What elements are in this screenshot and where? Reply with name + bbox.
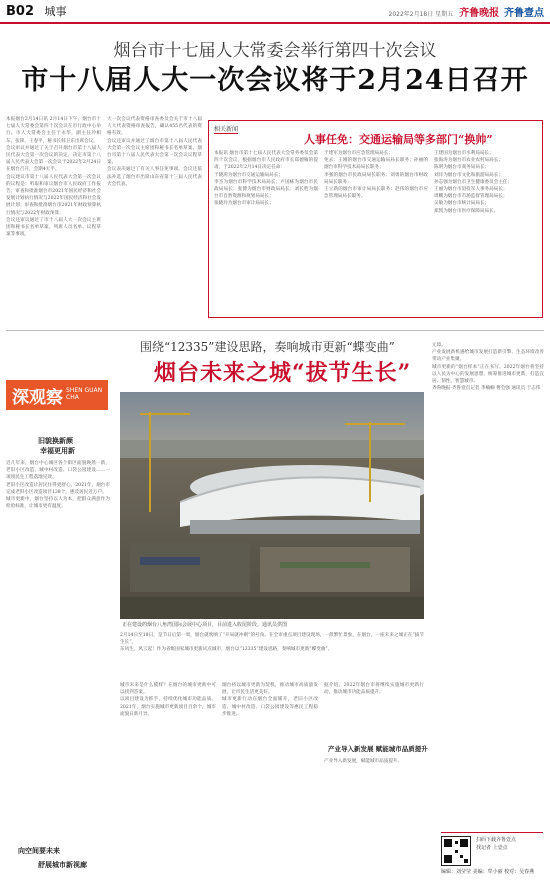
footer-credits: 编辑：刘莹莹 美编：牟小丽 校对：吴春燕: [441, 869, 535, 875]
app-logo: 齐鲁壹点: [504, 8, 544, 19]
related-news-title: 人事任免：交通运输局等多部门“换帅”: [304, 133, 493, 146]
header-rule: [0, 22, 550, 24]
section-name: 城事: [44, 5, 67, 18]
footer-contact-text: 找记者 上壹点: [476, 845, 508, 851]
sidebar-end-title-1: 向空间要未来: [18, 846, 60, 855]
sidebar-title-2: 幸福更用新: [40, 446, 75, 455]
related-news-column-1: 本报讯 烟台市第十七届人民代表大会常务委员会第四十次会议，根据烟台市人民政府市长郑德雁的提请，于2022年2月14日决定任命： 于晓鸿为烟台市交通运输局局长； 李杰为烟台市科学技术局局长；卢国栋为烟台市民政局局长；张博为烟台市财政局局长；刘长胜为烟台市自然资源和规划局局长； 张晓玲为烟台市审计局局长；: [214, 151, 318, 207]
sidebar-end-title-2: 舒展城市新视廊: [38, 860, 87, 869]
story1-headline: 市十八届人大一次会议将于2月24日召开: [21, 65, 529, 96]
section-divider: [6, 330, 544, 331]
story2-column-3: 据介绍，2022年烟台市将继续实施城市更新行动，推动城市功能品质提升。: [324, 683, 424, 696]
footer-download-text: 扫码下载齐鲁壹点: [476, 837, 517, 843]
masthead: [389, 4, 544, 19]
construction-photo: [120, 392, 424, 619]
page-header: [6, 3, 67, 19]
construction-photo-art: [120, 392, 424, 619]
sidebar-body: 近几年来，烟台中心城区各个街区面貌焕然一新，老旧小区改造、城中村改造、口袋公园建设……一项项民生工程落地见效。 老旧小区改造让居民住得更舒心。2021年，烟台市完成老旧小区改造项目138个，惠及居民近万户。 城市更新中，烟台坚持以人为本，把群众满意作为检验标准，让城市更有温度。: [6, 461, 110, 510]
column-tag: 深观察: [12, 388, 63, 408]
story1-column-1: 本报烟台2月14日讯 2月14日下午，烟台市十七届人大常委会第四十次会议在市行政中心举行。市人大常委会主任于永华，副主任冷相东、张锋、王春平，秘书长韩卫东出席会议。 会议审议并通过了关于召开烟台市第十八届人民代表大会第一次会议的决定，决定市第十八届人民代表大会第一次会议于2022年2月24日在烟台召开，会期4天半。 会议建议市第十八届人民代表大会第一次会议的议程是：听取和审议烟台市人民政府工作报告；审查和批准烟台市2021年国民经济和社会发展计划执行情况与2022年国民经济和社会发展计划；审查和批准烟台市2021年财政预算执行情况与2022年财政预算； 会议还审议通过了市十八届人大一次会议主席团和秘书长名单草案、列席人员名单、议程草案等事项。: [6, 117, 101, 238]
qr-code-art: [442, 837, 470, 865]
story1-kicker: 烟台市十七届人大常委会举行第四十次会议: [113, 41, 437, 61]
story2-subhead: 产业导入新发展 赋能城市品质提升: [328, 745, 428, 753]
column-tag-block: [6, 380, 108, 410]
story2-subkicker: 围绕“12335”建设思路，奏响城市更新“蝶变曲”: [140, 340, 395, 354]
story1-column-2: 大一次会议代表资格审查委员会关于市十八届人大代表资格审查报告，确认455名代表的资格有效。 会议还审议并通过了烟台市第十八届人民代表大会第一次会议主席团和秘书长名单草案、烟台市第十八届人民代表大会第一次会议议程草案。 会议表决通过了有关人事任免事项。会议还依法补选了烟台市出席山东省第十三届人民代表大会代表。: [107, 117, 202, 187]
qr-code-icon[interactable]: [441, 836, 471, 866]
story2-lead: 2月14日至18日，是节日后第一周，烟台就吹响了“开局就冲刺”的号角。在全市重点项目建设现场，一派繁忙景象，在烟台，一座未来之城正在“拔节生长”。 东风生，风云起！作为省级国家城市更新试点城市，烟台以“12335”建设思路，奏响城市更新“蝶变曲”。: [120, 633, 424, 653]
related-news-column-2: 于建军为烟台市应急管理局局长； 免去：王刚的烟台市交通运输局局长职务；孙丽的烟台市科学技术局局长职务； 李强的烟台市民政局局长职务；刘勇的烟台市财政局局长职务； 王立新的烟台市审计局局长职务；赵伟的烟台市应急管理局局长职务。: [324, 151, 428, 200]
story2-column-1: 城市未来是什么模样？在烟台的城市更新中可以找到答案。 以项目建设为抓手，持续优化城市功能品质。2021年，烟台实施城市更新项目百余个，城市面貌日新月异。: [120, 683, 216, 717]
page-number: B02: [6, 4, 34, 19]
photo-caption: 正在建设的烟台八角湾国际会展中心项目，目前进入收尾阶段。通讯员供图: [122, 622, 288, 628]
issue-date: 2022年2月18日 星期五: [388, 11, 454, 18]
column-tag-sub: SHEN GUAN CHA: [66, 387, 103, 401]
story2-headline: 烟台未来之城“拔节生长”: [154, 360, 412, 386]
newspaper-logo: 齐鲁晚报: [459, 8, 500, 19]
story2-column-3b: 产业导入新发展，赋能城市品质提升。: [324, 759, 403, 764]
sidebar-title-1: 旧貌换新颜: [38, 436, 73, 445]
related-news-tag: 相关新闻: [214, 126, 239, 133]
footer-rule: [441, 832, 543, 833]
story2-column-2: 烟台将以城市更新为契机，推动城市高质量发展，让市民生活更美好。 城市更新行动在烟台全面铺开，老旧小区改造、城中村改造、口袋公园建设等惠民工程稳步推进。: [222, 683, 318, 717]
story2-column-right: 元璋。 产业发展新机遇给城市发展打造新引擎，生态环境改善带动产业集聚。 城市更新的“烟台样本”正在书写。2022年烟台将坚持以人民为中心的发展思想，统筹推进城市更新，打造宜居、韧性、智慧城市。 齐鲁晚报·齐鲁壹点记者 李楠楠 曹会强 通讯员 于志伟: [432, 343, 544, 392]
related-news-column-3: 王建国为烟台市水利局局长； 张海涛为烟台市农业农村局局长； 陈明为烟台市商务局局长； 刘洋为烟台市文化和旅游局局长； 孙志强为烟台市卫生健康委员会主任； 王丽为烟台市退役军人事务局局长； 周鹏为烟台市市场监督管理局局长； 吴敏为烟台市统计局局长； 郑凯为烟台市医疗保障局局长。: [434, 151, 513, 214]
